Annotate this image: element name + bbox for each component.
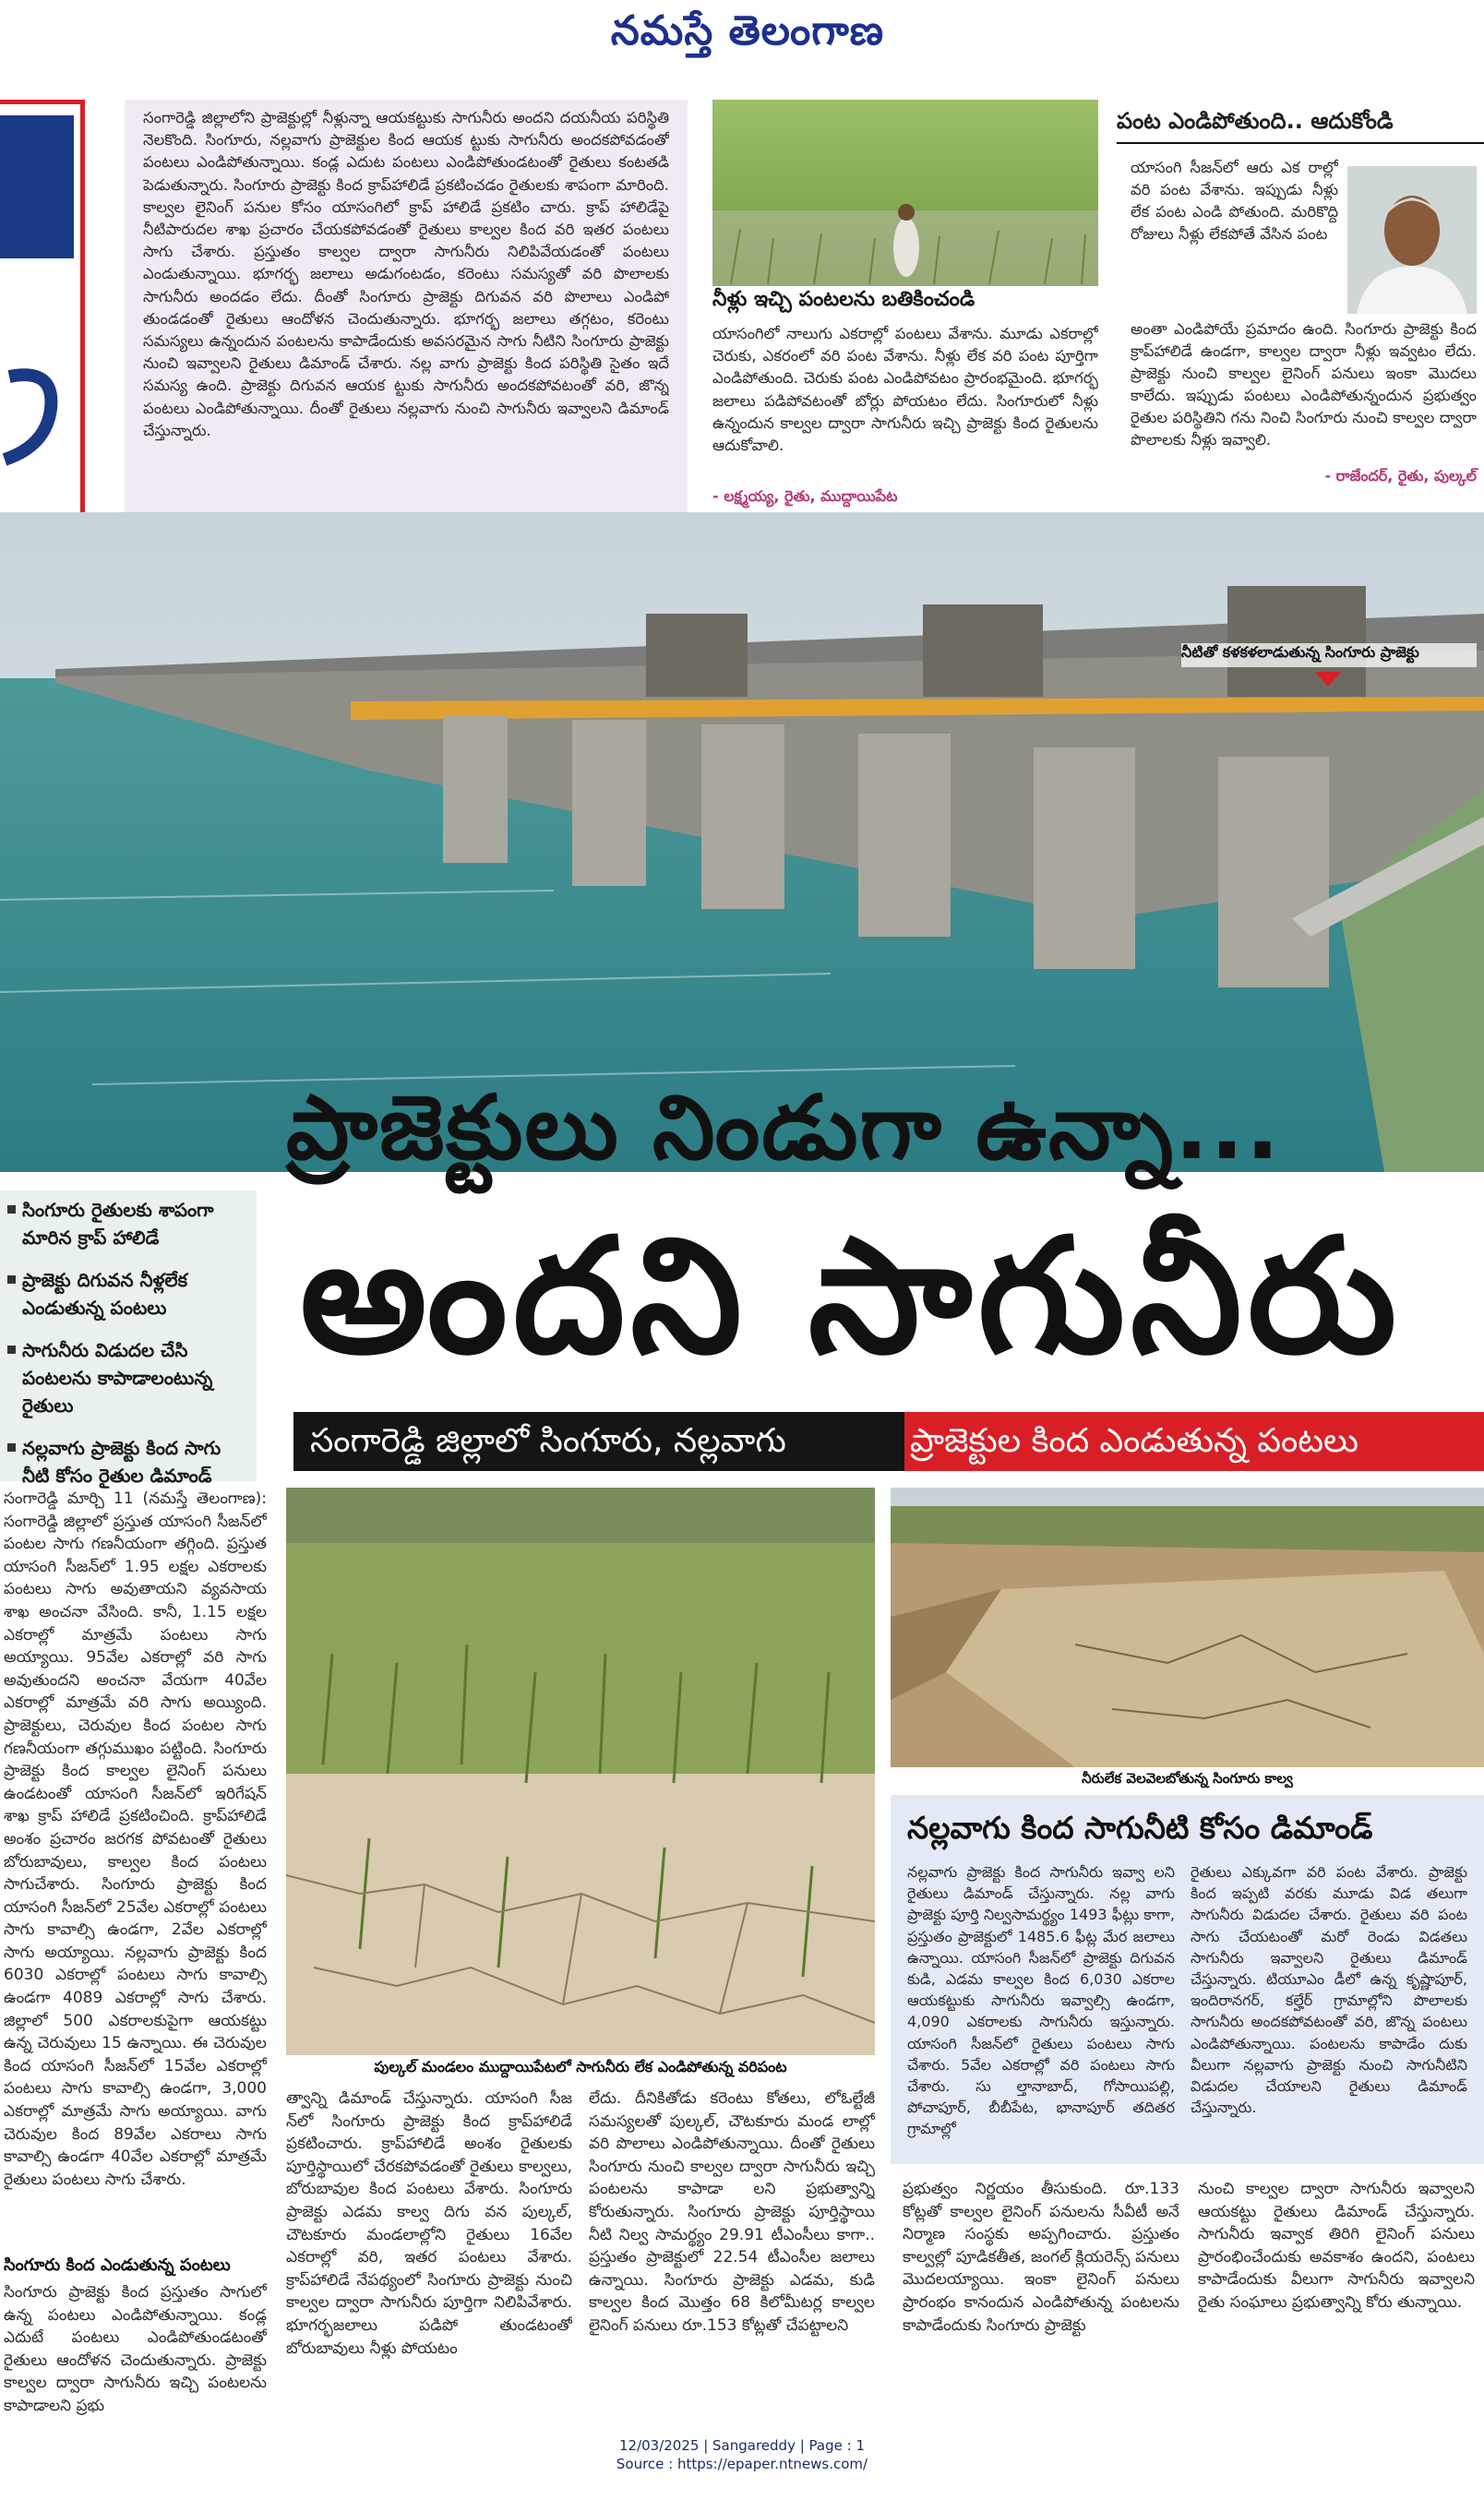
promo-graphic [0, 367, 74, 469]
story-bottom-col1: ప్రభుత్వం నిర్ణయం తీసుకుంది. రూ.133 కోట్లతో కాల్వల లైనింగ్ పనులను సీవీటీ అనే నిర్మాణ సంస్థకు అప్పగించారు. ప్రస్తుతం కాల్వల్లో పూడికతీత, జంగల్ క్లియరెన్స్ పనులు మొదలయ్యాయి. ఇంకా లైనింగ్ పనులు ప్రారంభం కానందున ఎండిపోతున్న పంటలను కాపాడేందుకు సింగూరు ప్రాజెక్టు [903, 2180, 1179, 2335]
quote2-byline: - రాజేందర్, రైతు, పుల్కల్ [1324, 467, 1477, 484]
quote1-caption: నీళ్లు ఇచ్చి పంటలను బతికించండి [712, 288, 975, 311]
intro-text: సంగారెడ్డి జిల్లాలోని ప్రాజెక్టుల్లో నీళ్లున్నా ఆయకట్టుకు సాగునీరు అందని దయనీయ పరిస్థితి నెలకొంది. సింగూరు, నల్లవాగు ప్రాజెక్టుల కింద ఆయక ట్టుకు సాగునీరు అందకపోవడంతో పంటలు ఎండిపోతున్నాయి. కండ్ల ఎదుట పంటలు ఎండిపోతుండటంతో రైతులు కంటతడి పెడుతున్నారు. సింగూరు ప్రాజెక్టు కింద క్రాప్‌హాలిడే ప్రకటించడం రైతులకు శాపంగా మారింది. కాల్వల లైనింగ్ పనుల కోసం యాసంగిలో క్రాప్ హాలిడే ప్రకటిం చారు. క్రాప్ హాలిడేపై నీటిపారుదల శాఖ ప్రచారం చేయకపోవడంతో రైతులు కాల్వల కింద వరి ఇతర పంటలు సాగు చేశారు. ప్రస్తుతం కాల్వల ద్వారా సాగునీరు నిలిపివేయడంతో పంటలు ఎండుతున్నాయి. భూగర్భ జలాలు అడుగంటడం, కరెంటు సమస్యతో వరి పొలాలకు సాగునీరు అందడం లేదు. దీంతో సింగూరు ప్రాజెక్టు దిగువన వరి పొలాలు ఎండిపో తుండడంతో రైతులు ఆందోళన చెందుతున్నారు. భూగర్భ జలాలు తగ్గటం, కరెంటు సమస్యలు ఉన్నందున పంటలను కాపాడేందుకు అవసరమైన సాగు నీటిని సింగూరు ప్రాజెక్టు నుంచి ఇవ్వాలని రైతులు డిమాండ్ చేశారు. నల్ల వాగు ప్రాజెక్టు కింద పరిస్థితి సైతం ఇదే సమస్య ఉంది. ప్రాజెక్టు దిగువన ఆయక ట్టుకు సాగునీరు అందకపోవటంతో వరి, జొన్న పంటలు ఎండిపోతున్నాయి. దీంతో రైతులు నల్లవాగు నుంచి సాగునీరు ఇవ్వాలని డిమాండ్ చేస్తున్నారు. [143, 109, 669, 439]
story-mid-col2: లేదు. దీనికితోడు కరెంటు కోతలు, లోఓల్టేజీ సమస్యలతో పుల్కల్, చౌటకూరు మండ లాల్లో వరి పొలాలు ఎండిపోతున్నాయి. దీంతో రైతులు సింగూరు నుంచి కాల్వల ద్వారా సాగునీరు ఇచ్చి పంటలను కాపాడా లని ప్రభుత్వాన్ని కోరుతున్నారు. సింగూరు ప్రాజెక్టు పూర్తిస్థాయి నీటి నిల్వ సామర్థ్యం 29.91 టీఎంసీలు కాగా.. ప్రస్తుతం ప్రాజెక్టులో 22.54 టీఎంసీల జలాలు ఉన్నాయి. సింగూరు ప్రాజెక్టు ఎడమ, కుడి కాల్వల కింద మొత్తం 68 కిలోమీటర్ల కాల్వల లైనింగ్ పనులు రూ.153 కోట్లతో చేపట్టాలని [589, 2089, 875, 2335]
highlights-box [0, 1190, 257, 1487]
subheadline-black: సంగారెడ్డి జిల్లాలో సింగూరు, నల్లవాగు [293, 1412, 904, 1471]
caption-pointer [1315, 672, 1341, 687]
story-left-text: సంగారెడ్డి మార్చి 11 (నమస్తే తెలంగాణ): సంగారెడ్డి జిల్లాలో ప్రస్తుత యాసంగి సీజన్‌లో పంటల సాగు గణనీయంగా తగ్గింది. ప్రస్తుత యాసంగి సీజన్‌లో 1.95 లక్షల ఎకరాలకు పంటలు సాగు అవుతాయని వ్యవసాయ శాఖ అంచనా వేసింది. కానీ, 1.15 లక్షల ఎకరాల్లో మాత్రమే పంటలు సాగు అయ్యాయి. 95వేల ఎకరాల్లో వరి సాగు అవుతుందని అంచనా వేయగా 40వేల ఎకరాల్లో మాత్రమే వరి సాగు అయ్యింది. ప్రాజెక్టులు, చెరువుల కింద పంటల సాగు గణనీయంగా తగ్గుముఖం పట్టింది. సింగూరు ప్రాజెక్టు కింద కాల్వల లైనింగ్ పనులు ఉండటంతో యాసంగి సీజన్‌లో ఇరిగేషన్ శాఖ క్రాప్ హాలిడే ప్రకటించింది. క్రాప్‌హాలిడే అంశం ప్రచారం జరగక పోవటంతో రైతులు బోరుబావులు, కాల్వల కింద పంటలు సాగుచేశారు. సింగూరు ప్రాజెక్టు కింద యాసంగి సీజన్‌లో 25వేల ఎకరాల్లో పంటలు సాగు కావాల్సి ఉండగా, 2వేల ఎకరాల్లో సాగు అయ్యాయి. నల్లవాగు ప్రాజెక్టు కింద 6030 ఎకరాల్లో పంటలు సాగు కావాల్సి ఉండగా 4089 ఎకరాల్లో సాగు చేశారు. జిల్లాలో 500 ఎకరాలకుపైగా ఆయకట్టు ఉన్న చెరువులు 15 ఉన్నాయి. ఈ చెరువుల కింద యాసంగి సీజన్‌లో 15వేల ఎకరాల్లో పంటలు సాగు కావాల్సి ఉండగా, 3,000 ఎకరాల్లో మాత్రమే సాగు అయ్యాయి. వాగు చెరువుల కింద 89వేల ఎకరాలు సాగు కావాల్సి ఉండగా 40వేల ఎకరాల్లో మాత్రమే రైతులు పంటలు సాగు చేశారు. [4, 1489, 267, 2189]
quote2-text-narrow: యాసంగి సీజన్‌లో ఆరు ఎక రాల్లో వరి పంట వేశాను. ఇప్పుడు నీళ్లు లేక పంట ఎండి పోతుంది. మరికొద్ది రోజులు నీళ్లు లేకపోతే వేసిన పంట [1131, 159, 1338, 243]
farmer-portrait [1347, 166, 1477, 314]
page-footer [0, 2436, 1484, 2473]
headline-line1: ప్రాజెక్టులు నిండుగా ఉన్నా... [286, 1076, 1282, 1179]
intro-box [125, 100, 688, 580]
canal-photo [891, 1488, 1484, 1767]
story-mid-col1: త్వాన్ని డిమాండ్ చేస్తున్నారు. యాసంగి సీజ న్‌లో సింగూరు ప్రాజెక్టు కింద క్రాప్‌హాలిడే ప్రకటించారు. క్రాప్‌హాలిడే అంశం రైతులకు పూర్తిస్థాయిలో చేరకపోవడంతో రైతులు కాల్వలు, బోరుబావుల కింద పంటలు వేశారు. సింగూరు ప్రాజెక్టు ఎడమ కాల్వ దిగు వన పుల్కల్, చౌటకూరు మండలాల్లోని రైతులు 16వేల ఎకరాల్లో వరి, ఇతర పంటలు వేశారు. క్రాప్‌హాలిడే నేపథ్యంలో సింగూరు ప్రాజెక్టు నుంచి కాల్వల ద్వారా సాగునీరు పూర్తిగా నిలిపివేశారు. భూగర్భజలాలు పడిపో తుండటంతో బోరుబావులు నీళ్లు పోయటం [286, 2089, 572, 2358]
quote2-text-wide: అంతా ఎండిపోయే ప్రమాదం ఉంది. సింగూరు ప్రాజెక్టు కింద క్రాప్‌హాలిడే ఉండగా, కాల్వల ద్వారా నీళ్లు ఇవ్వటం లేదు. ప్రాజెక్టు నుంచి కాల్వల లైనింగ్ పనులు ఇంకా మొదలు కాలేదు. ఇప్పుడు పంటలు ఎండిపోతున్నందున ప్రభుత్వం రైతుల పరిస్థితిని గను నించి సింగూరు నుంచి కాల్వల ద్వారా పొలాలకు నీళ్లు ఇవ్వాలి. [1131, 320, 1477, 449]
story-left-text2: సింగూరు ప్రాజెక్టు కింద ప్రస్తుతం సాగులో ఉన్న పంటలు ఎండిపోతున్నాయి. కండ్ల ఎదుటే పంటలు ఎండిపోతుండటంతో రైతులు ఆందోళన చెందుతున్నారు. ప్రాజెక్టు కాల్వల ద్వారా సాగునీరు ఇచ్చి పంటలను కాపాడాలని ప్రభు [4, 2283, 267, 2415]
nallavagu-col2: రైతులు ఎక్కువగా వరి పంట వేశారు. ప్రాజెక్టు కింద ఇప్పటి వరకు మూడు విడ తలుగా సాగునీరు విడుదల చేశారు. రైతులు వరి పంట సాగు చేయటంతో మరో రెండు విడతలు సాగునీరు ఇవ్వాలని రైతులు డిమాండ్ చేస్తున్నారు. టియూఎం డీలో ఉన్న కృష్ణాపూర్, ఇందిరానగర్, కల్హేర్ గ్రామాల్లోని పొలాలకు సాగునీరు అందకపోవటంతో వరి, జొన్న పంటలు ఎండిపోతున్నాయి. పంటలను కాపాడేం దుకు వీలుగా నల్లవాగు ప్రాజెక్టు నుంచి సాగునీటిని విడుదల చేయాలని రైతులు డిమాండ్ చేస్తున్నారు. [1191, 1863, 1467, 2117]
highlight-item: నల్లవాగు ప్రాజెక్టు కింద సాగు నీటి కోసం రైతుల డిమాండ్ [4, 1434, 249, 1489]
promo-box [0, 100, 85, 526]
dam-caption: నీటితో కళకళలాడుతున్న సింగూరు ప్రాజెక్టు [1181, 643, 1477, 667]
dry-field-caption: పుల్కల్ మండలం ముద్దాయిపేటలో సాగునీరు లేక ఎండిపోతున్న వరిపంట [374, 2058, 787, 2075]
nallavagu-box [891, 1795, 1484, 2164]
highlight-item: సాగునీరు విడుదల చేసి పంటలను కాపాడాలంటున్న రైతులు [4, 1336, 249, 1419]
canal-caption: నీరులేక వెలవెలబోతున్న సింగూరు కాల్వ [1082, 1770, 1293, 1787]
dry-field-photo [286, 1488, 875, 2055]
footer-edition: 12/03/2025 | Sangareddy | Page : 1 [618, 2437, 865, 2454]
highlight-item: సింగూరు రైతులకు శాపంగా మారిన క్రాప్ హాలిడే [4, 1196, 249, 1251]
highlight-item: ప్రాజెక్టు దిగువన నీళ్లలేక ఎండుతున్న పంటలు [4, 1266, 249, 1322]
field-photo-top [712, 100, 1098, 286]
quote1-text: యాసంగిలో నాలుగు ఎకరాల్లో పంటలు వేశాను. మూడు ఎకరాల్లో చెరుకు, ఎకరంలో వరి పంట వేశాను. నీళ్లు లేక వరి పంట పూర్తిగా ఎండిపోతుంది. చెరుకు పంట ఎండిపోవటం ప్రారంభమైంది. భూగర్భ జలాలు పడిపోవటంతో బోర్లు పోయటం లేదు. సింగూరులో నీళ్లు ఉన్నందున కాల్వల ద్వారా సాగునీరు ఇచ్చి ప్రాజెక్టు కింద రైతులను ఆదుకోవాలి. [712, 325, 1098, 455]
masthead-logo: నమస్తే తెలంగాణ [610, 7, 885, 54]
nallavagu-col1: నల్లవాగు ప్రాజెక్టు కింద సాగునీరు ఇవ్వా లని రైతులు డిమాండ్ చేస్తున్నారు. నల్ల వాగు ప్రాజెక్టు పూర్తి నిల్వసామర్థ్యం 1493 ఫీట్లు కాగా, ప్రస్తుతం ప్రాజెక్టులో 1485.6 ఫీట్ల మేర జలాలు ఉన్నాయి. యాసంగి సీజన్‌లో ప్రాజెక్టు దిగువన కుడి, ఎడమ కాల్వల కింద 6,030 ఎకరాల ఆయకట్టుకు సాగునీరు ఇవ్వాల్సి ఉండగా, 4,090 ఎకరాలకు సాగునీరు ఇస్తున్నారు. యాసంగి సీజన్‌లో రైతులు పంటలు సాగు చేశారు. 5వేల ఎకరాల్లో వరి పంటలు సాగు చేశారు. సు ల్తానాబాద్, గోసాయిపల్లి, పోచాపూర్, బీబీపేట, భానాపూర్ తదితర గ్రామాల్లో [907, 1863, 1175, 2138]
subheadline-red: ప్రాజెక్టుల కింద ఎండుతున్న పంటలు [904, 1412, 1484, 1471]
nallavagu-title: నల్లవాగు కింద సాగునీటి కోసం డిమాండ్ [907, 1810, 1373, 1846]
story-left-subhead: సింగూరు కింద ఎండుతున్న పంటలు [4, 2255, 231, 2275]
headline-line2: అందని సాగునీరు [300, 1203, 1403, 1389]
quote2-title: పంట ఎండిపోతుంది.. ఆదుకోండి [1117, 100, 1484, 144]
promo-banner [0, 115, 74, 258]
subheadline-bar [293, 1412, 1484, 1471]
footer-source: Source : https://epaper.ntnews.com/ [616, 2456, 868, 2472]
quote1-byline: - లక్ష్మయ్య, రైతు, ముద్దాయిపేట [712, 487, 898, 505]
story-bottom-col2: నుంచి కాల్వల ద్వారా సాగునీరు ఇవ్వాలని ఆయకట్టు రైతులు డిమాండ్ చేస్తున్నారు. సాగునీరు ఇవ్వాక తిరిగి లైనింగ్ పనులు ప్రారంభించేందుకు అవకాశం ఉందని, పంటలు కాపాడేందుకు వీలుగా సాగునీరు ఇవ్వాలని రైతు సంఘాలు ప్రభుత్వాన్ని కోరు తున్నాయి. [1198, 2180, 1475, 2312]
